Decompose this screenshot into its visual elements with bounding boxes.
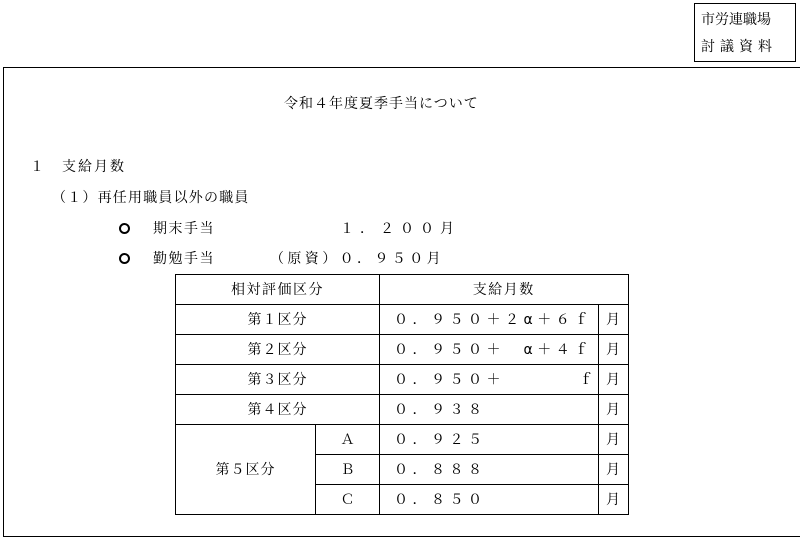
subsection-heading: （１）再任用職員以外の職員 [52,190,250,206]
row-subcategory: Ｂ [316,455,380,485]
header-payment-months: 支給月数 [380,275,629,305]
row-unit: 月 [598,485,628,515]
row-value: ０．９５０＋ ｆ [380,365,599,395]
row-unit: 月 [598,305,628,335]
table-row [176,365,629,395]
section-number: １ [30,159,44,175]
bullet-value-diligence-allowance: （原資）０．９５０月 [270,251,444,267]
bullet-label-diligence-allowance: 勤勉手当 [153,251,215,267]
row-value: ０．８８８ [380,455,599,485]
stamp-line-2: 討議資料 [701,39,777,55]
section-heading: 支給月数 [62,159,126,175]
row-unit: 月 [598,395,628,425]
bullet-value-term-end-allowance: １．２００月 [340,221,460,237]
table-row [176,305,629,335]
bullet-label-term-end-allowance: 期末手当 [153,221,215,237]
document-title: 令和４年度夏季手当について [284,96,479,112]
table-row [176,425,629,455]
row-category: 第１区分 [176,305,380,335]
row-subcategory: Ａ [316,425,380,455]
row-unit: 月 [598,365,628,395]
table-header-row [176,275,629,305]
row-category: 第４区分 [176,395,380,425]
table-row [176,395,629,425]
row-unit: 月 [598,455,628,485]
row-value: ０．９３８ [380,395,599,425]
row-value: ０．９２５ [380,425,599,455]
circle-bullet-icon [119,253,130,264]
header-evaluation-category: 相対評価区分 [176,275,380,305]
row-unit: 月 [598,425,628,455]
stamp-line-1: 市労連職場 [701,12,771,28]
row-value: ０．９５０＋２α＋６ｆ [380,305,599,335]
row-subcategory: Ｃ [316,485,380,515]
row-unit: 月 [598,335,628,365]
row-category: 第２区分 [176,335,380,365]
row-category-group: 第５区分 [176,425,316,515]
row-category: 第３区分 [176,365,380,395]
table-row [176,335,629,365]
discussion-material-stamp [694,3,796,62]
row-value: ０．８５０ [380,485,599,515]
payment-months-table [175,274,629,515]
row-value: ０．９５０＋ α＋４ｆ [380,335,599,365]
circle-bullet-icon [119,223,130,234]
